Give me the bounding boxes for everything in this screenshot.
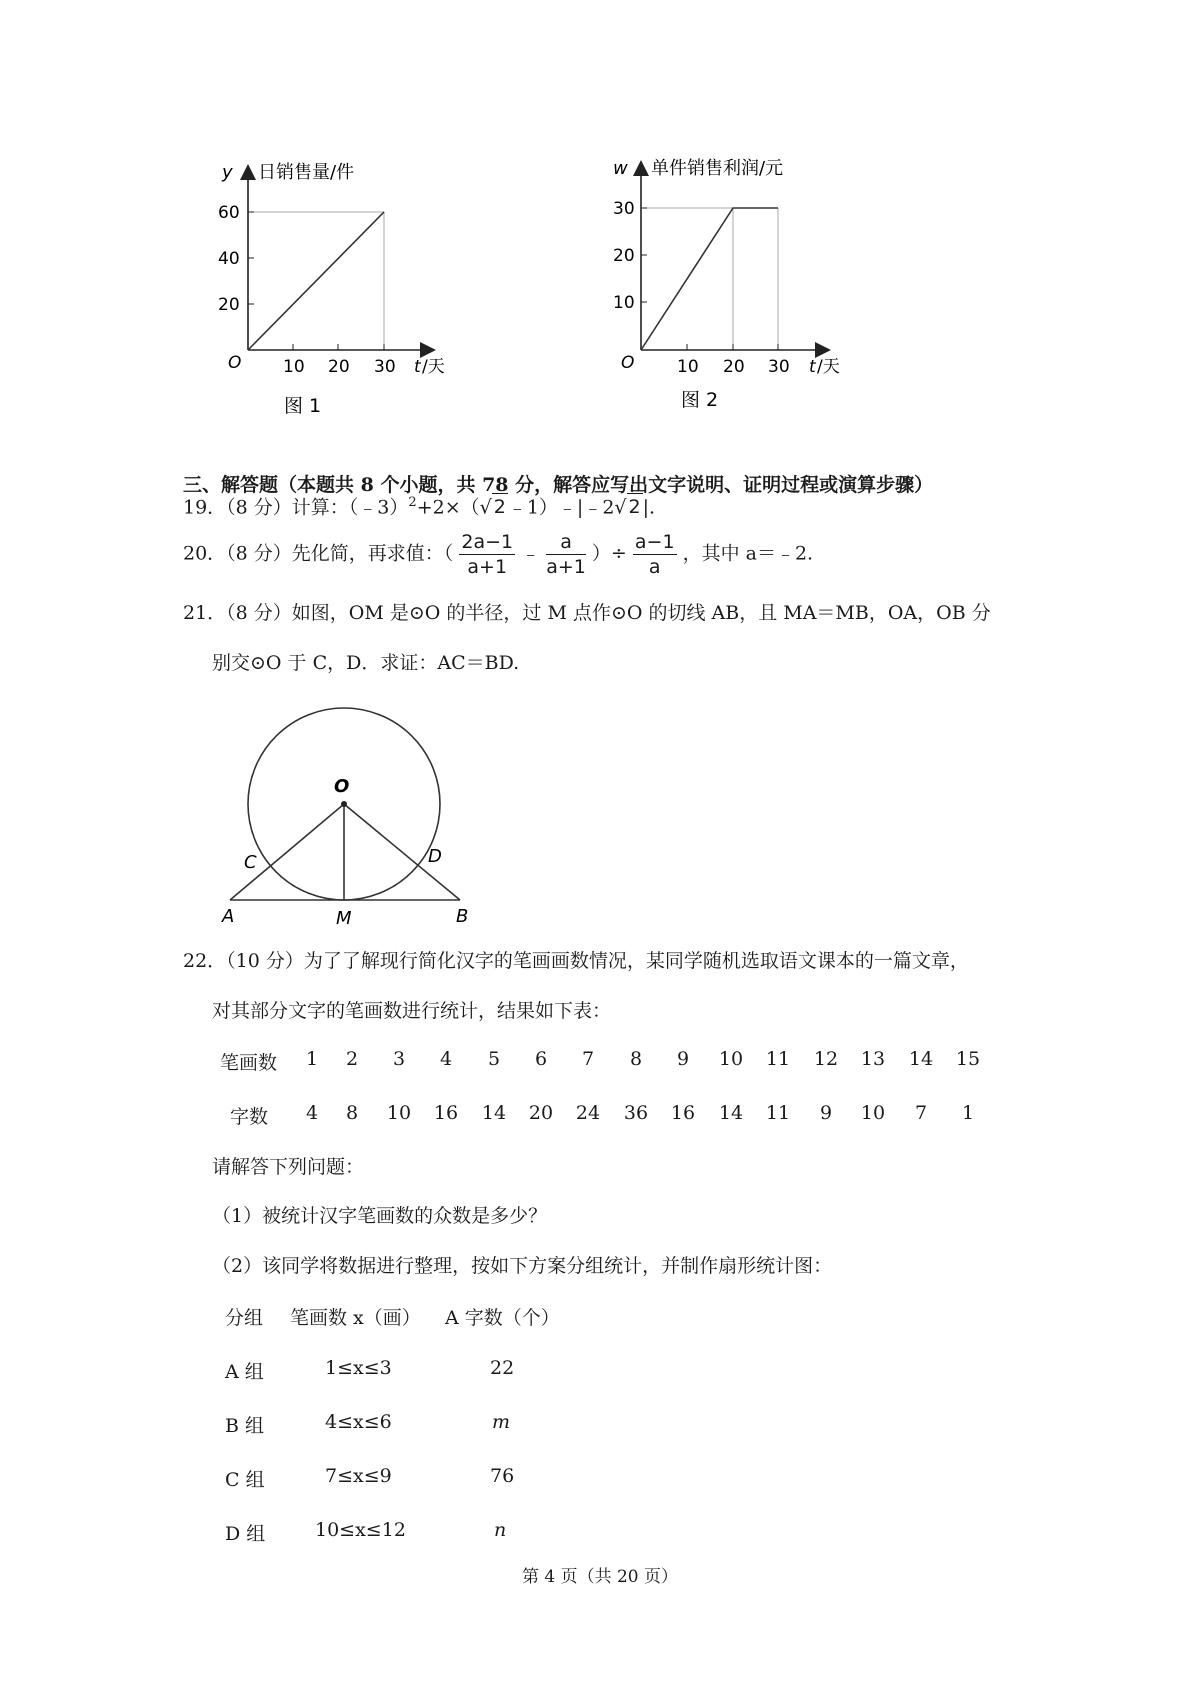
x-var: t — [414, 357, 421, 377]
section-heading: 三、解答题（本题共 8 个小题，共 78 分，解答应写出文字说明、证明过程或演算步骤） — [183, 474, 934, 496]
question-22-part-2: （2）该同学将数据进行整理，按如下方案分组统计，并制作扇形统计图： — [212, 1255, 833, 1277]
svg-text:A: A — [222, 906, 235, 927]
center-point — [341, 801, 347, 807]
y-var: y — [222, 162, 233, 183]
count-cell: 1 — [961, 1102, 975, 1124]
stroke-cell: 5 — [487, 1048, 501, 1070]
stroke-cell: 12 — [813, 1048, 839, 1070]
question-21-line-2: 别交⊙O 于 C，D．求证：AC＝BD. — [212, 652, 520, 674]
group-header-count: A 字数（个） — [445, 1307, 560, 1329]
svg-text:C: C — [244, 852, 257, 873]
svg-text:O: O — [334, 776, 350, 797]
y-tick-60: 60 — [218, 203, 240, 223]
group-d-count: n — [494, 1519, 507, 1541]
count-cell: 8 — [345, 1102, 359, 1124]
x-unit: /天 — [817, 357, 840, 377]
count-cell: 16 — [670, 1102, 696, 1124]
fraction-3: $\frac{a-1}{a}$ — [634, 531, 675, 578]
stroke-cell: 13 — [860, 1048, 886, 1070]
x-tick-10: 10 — [677, 357, 699, 377]
circle-tangent-figure — [210, 700, 490, 930]
stroke-cell: 6 — [534, 1048, 548, 1070]
fraction-1: $\frac{2a-1}{a+1}$ — [461, 531, 514, 578]
question-19: 19．（8 分）计算：（﹣3）$^2$+2×（√ 2 ﹣1）﹣|﹣2√ 2 |. — [183, 495, 656, 519]
stroke-cell: 9 — [676, 1048, 690, 1070]
figure-2-unit-profit-graph — [605, 150, 865, 420]
x-tick-10: 10 — [283, 357, 305, 377]
origin-label: O — [228, 353, 242, 373]
group-header-name: 分组 — [225, 1307, 264, 1329]
x-var: t — [809, 357, 816, 377]
stroke-cell: 14 — [908, 1048, 934, 1070]
group-a-range: 1≤x≤3 — [325, 1357, 392, 1379]
stroke-cell: 3 — [392, 1048, 406, 1070]
question-21-line-1: 21．（8 分）如图，OM 是⊙O 的半径，过 M 点作⊙O 的切线 AB，且 MA＝MB，OA，OB 分 — [183, 602, 991, 624]
stroke-cell: 7 — [581, 1048, 595, 1070]
row-label-strokes: 笔画数 — [220, 1052, 278, 1074]
page-footer: 第 4 页（共 20 页） — [521, 1567, 679, 1587]
x-tick-30: 30 — [374, 357, 396, 377]
group-a-name: A 组 — [225, 1361, 264, 1383]
group-c-range: 7≤x≤9 — [325, 1465, 392, 1487]
stroke-cell: 1 — [305, 1048, 319, 1070]
y-var: w — [613, 158, 628, 179]
x-tick-20: 20 — [328, 357, 350, 377]
x-unit: /天 — [422, 357, 445, 377]
row-label-counts: 字数 — [230, 1106, 269, 1128]
origin-label: O — [621, 353, 635, 373]
count-cell: 36 — [623, 1102, 649, 1124]
group-b-name: B 组 — [225, 1415, 265, 1437]
figure-caption: 图 2 — [681, 389, 719, 411]
figure-caption: 图 1 — [284, 395, 322, 417]
count-cell: 9 — [819, 1102, 833, 1124]
y-tick-20: 20 — [218, 295, 240, 315]
x-tick-20: 20 — [723, 357, 745, 377]
fraction-2: $\frac{a}{a+1}$ — [546, 531, 586, 578]
y-tick-20: 20 — [613, 246, 635, 266]
svg-text:D: D — [428, 846, 442, 867]
y-tick-10: 10 — [613, 293, 635, 313]
profit-line — [641, 208, 778, 350]
y-axis-label: 单件销售利润/元 — [651, 158, 784, 179]
count-cell: 11 — [765, 1102, 791, 1124]
stroke-cell: 11 — [765, 1048, 791, 1070]
stroke-cell: 8 — [629, 1048, 643, 1070]
question-22-line-1: 22．（10 分）为了了解现行简化汉字的笔画画数情况，某同学随机选取语文课本的一篇文章， — [183, 950, 969, 972]
count-cell: 14 — [481, 1102, 507, 1124]
question-22-ask: 请解答下列问题： — [212, 1156, 365, 1178]
question-22-part-1: （1）被统计汉字笔画数的众数是多少？ — [212, 1205, 548, 1227]
count-cell: 10 — [860, 1102, 886, 1124]
count-cell: 16 — [433, 1102, 459, 1124]
y-axis-label: 日销售量/件 — [258, 162, 355, 183]
svg-text:B: B — [456, 906, 469, 927]
group-d-range: 10≤x≤12 — [315, 1519, 406, 1541]
count-cell: 14 — [718, 1102, 744, 1124]
y-tick-30: 30 — [613, 199, 635, 219]
question-22-line-2: 对其部分文字的笔画数进行统计，结果如下表： — [212, 1000, 612, 1022]
question-20: 20．（8 分）先化简，再求值：（ $\frac{2a-1}{a+1}$ ﹣ $\frac{a}{a+1}$ ）÷ $\frac{a-1}{a}$ ，其中 a＝﹣2. — [183, 531, 814, 578]
stroke-cell: 15 — [955, 1048, 981, 1070]
figure-1-daily-sales-graph — [200, 150, 460, 420]
group-header-range: 笔画数 x（画） — [290, 1307, 421, 1329]
x-tick-30: 30 — [768, 357, 790, 377]
stroke-cell: 10 — [718, 1048, 744, 1070]
y-tick-40: 40 — [218, 249, 240, 269]
group-a-count: 22 — [490, 1357, 515, 1379]
stroke-cell: 2 — [345, 1048, 359, 1070]
count-cell: 24 — [575, 1102, 601, 1124]
group-d-name: D 组 — [225, 1523, 266, 1545]
segment-ob — [344, 804, 460, 900]
svg-text:M: M — [336, 908, 352, 929]
group-b-count: m — [492, 1411, 511, 1433]
group-b-range: 4≤x≤6 — [325, 1411, 392, 1433]
count-cell: 4 — [305, 1102, 319, 1124]
sales-line — [248, 212, 384, 350]
count-cell: 7 — [914, 1102, 928, 1124]
group-c-count: 76 — [490, 1465, 515, 1487]
stroke-cell: 4 — [439, 1048, 453, 1070]
count-cell: 10 — [386, 1102, 412, 1124]
count-cell: 20 — [528, 1102, 554, 1124]
group-c-name: C 组 — [225, 1469, 265, 1491]
